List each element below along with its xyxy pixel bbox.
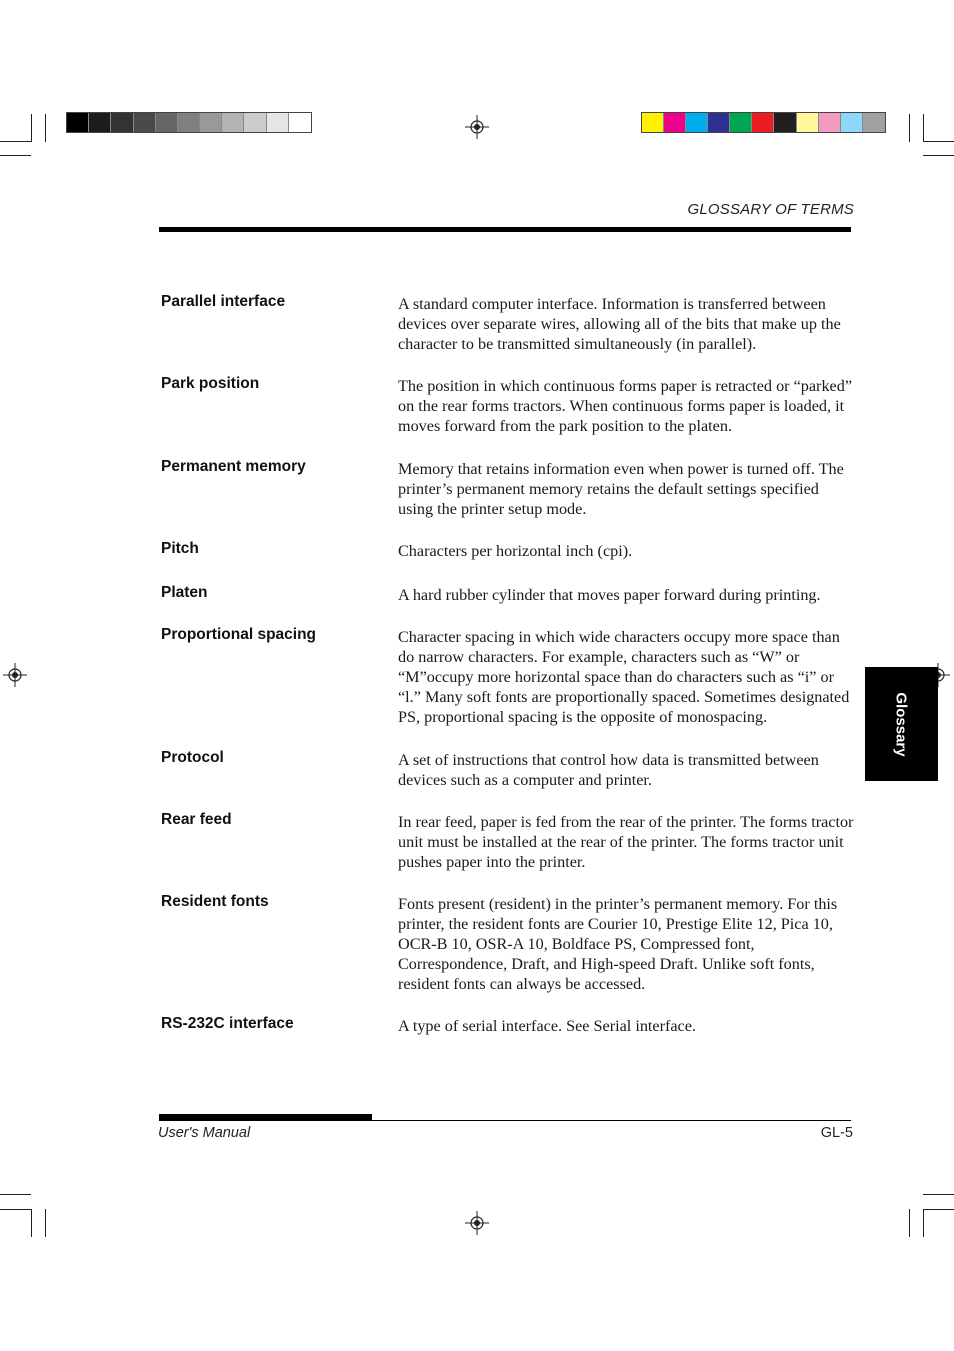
- color-swatch: [89, 113, 111, 132]
- glossary-definition: A set of instructions that control how data is transmitted between devices such as a computer and printer.: [398, 750, 819, 789]
- color-swatch: [642, 113, 664, 132]
- glossary-definition: Memory that retains information even when power is turned off. The printer’s permanent memory retains the default settings specified using the printer setup mode.: [398, 459, 844, 518]
- footer-manual-label: User's Manual: [158, 1125, 251, 1141]
- section-side-tab: [865, 667, 938, 781]
- color-swatch: [67, 113, 89, 132]
- color-swatch: [863, 113, 885, 132]
- glossary-term: Park position: [161, 375, 260, 393]
- glossary-definition: A hard rubber cylinder that moves paper forward during printing.: [398, 585, 821, 604]
- glossary-definition: A standard computer interface. Information is transferred between devices over separate wires, allowing all of the bits that make up the character to be transmitted simultaneously (in parallel).: [398, 295, 841, 354]
- glossary-term: Platen: [161, 583, 208, 601]
- glossary-entry: [161, 457, 855, 519]
- glossary-entry: [161, 539, 855, 561]
- glossary-entry: [161, 292, 855, 354]
- color-swatch: [289, 113, 311, 132]
- glossary-term: Protocol: [161, 748, 224, 766]
- glossary-term: Parallel interface: [161, 293, 286, 310]
- page-number: GL-5: [820, 1125, 853, 1141]
- color-swatch: [686, 113, 708, 132]
- glossary-definition: In rear feed, paper is fed from the rear of the printer. The forms tractor unit must be installed at the rear of the printer. The forms tractor unit pushes paper into the printer.: [398, 812, 854, 871]
- color-swatch: [178, 113, 200, 132]
- color-swatch: [222, 113, 244, 132]
- glossary-entry: [161, 625, 855, 727]
- glossary-definition: Fonts present (resident) in the printer’s permanent memory. For this printer, the resident fonts are Courier 10, Prestige Elite 12, Pica 10, OCR-B 10, OSR-A 10, Boldface PS, Compressed font, Correspondence, Draft, and High-speed Draft. Unlike soft fonts, resident fonts can always be accessed.: [398, 894, 838, 994]
- footer-rule: [159, 1120, 851, 1121]
- glossary-entry: [161, 374, 855, 436]
- color-swatch: [200, 113, 222, 132]
- registration-mark-icon: [465, 115, 489, 139]
- side-tab-label: Glossary: [893, 691, 910, 757]
- color-swatch: [156, 113, 178, 132]
- section-title: GLOSSARY OF TERMS: [687, 201, 854, 218]
- glossary-definition: Character spacing in which wide characters occupy more space than do narrow characters. For example, characters such as “W” or “M”occupy more horizontal space than do characters such as “i” or “l.” Many soft fonts are proportionally spaced. Sometimes designated PS, proportional spacing is the opposite of monospacing.: [398, 628, 850, 727]
- color-swatch: [111, 113, 133, 132]
- glossary-term: Pitch: [161, 539, 199, 557]
- color-swatch: [752, 113, 774, 132]
- header-rule: [159, 227, 851, 232]
- cmyk-color-bar: [641, 112, 886, 133]
- glossary-term: Resident fonts: [161, 892, 269, 910]
- glossary-definition: A type of serial interface. See Serial interface.: [398, 1017, 696, 1036]
- color-swatch: [841, 113, 863, 132]
- grayscale-color-bar: [66, 112, 312, 133]
- color-swatch: [134, 113, 156, 132]
- glossary-definition: The position in which continuous forms paper is retracted or “parked” on the rear forms tractors. When continuous forms paper is loaded, it moves forward from the park position to the platen.: [398, 377, 853, 436]
- glossary-entry: [161, 583, 855, 605]
- color-swatch: [730, 113, 752, 132]
- glossary-term: Permanent memory: [161, 457, 306, 475]
- registration-mark-icon: [465, 1211, 489, 1235]
- color-swatch: [708, 113, 730, 132]
- glossary-list: [161, 292, 855, 1057]
- glossary-term: RS-232C interface: [161, 1015, 294, 1033]
- glossary-entry: [161, 1014, 855, 1036]
- glossary-entry: [161, 892, 855, 994]
- glossary-term: Proportional spacing: [161, 626, 317, 644]
- color-swatch: [267, 113, 289, 132]
- registration-mark-icon: [3, 663, 27, 687]
- color-swatch: [244, 113, 266, 132]
- color-swatch: [774, 113, 796, 132]
- glossary-entry: [161, 810, 855, 872]
- color-swatch: [797, 113, 819, 132]
- color-swatch: [819, 113, 841, 132]
- glossary-term: Rear feed: [161, 810, 232, 828]
- color-swatch: [664, 113, 686, 132]
- glossary-definition: Characters per horizontal inch (cpi).: [398, 541, 633, 560]
- glossary-entry: [161, 748, 855, 790]
